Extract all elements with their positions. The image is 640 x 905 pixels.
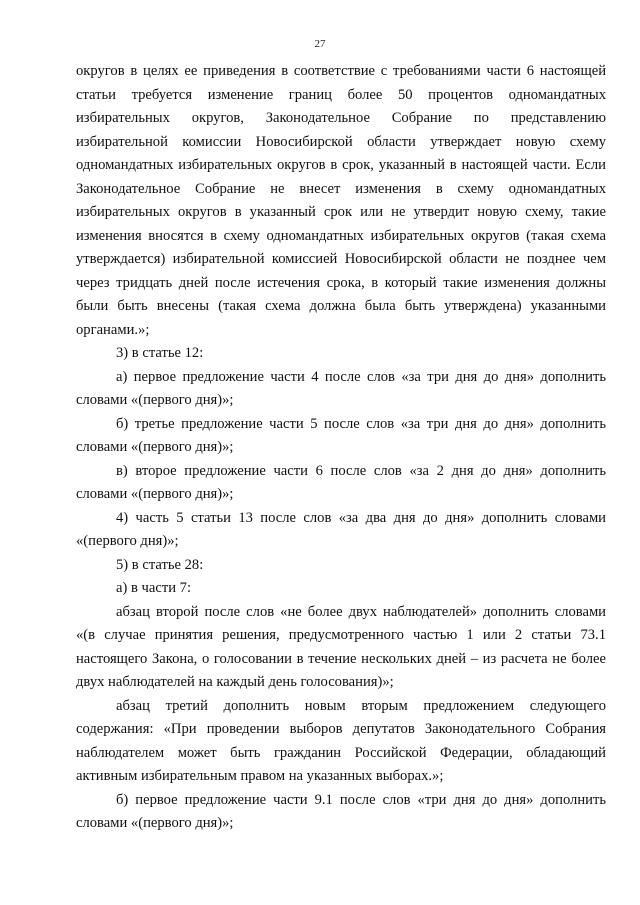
paragraph-item-4: 4) часть 5 статьи 13 после слов «за два дня до дня» дополнить словами «(первого дня)»;: [76, 509, 606, 549]
paragraph-continuation: округов в целях ее приведения в соответствие с требованиями части 6 настоящей статьи требуется изменение границ более 50 процентов одномандатных избирательных округов, Законодательное Собрание по представлению избирательной комиссии Новосибирской области утверждает новую схему одномандатных избирательных округов в срок, указанный в настоящей части. Если Законодательное Собрание не внесет изменения в схему одномандатных избирательных округов в указанный срок или не утвердит новую схему, такие изменения вносятся в схему одномандатных избирательных округов (такая схема утверждается) избирательной комиссией Новосибирской области не позднее чем через тридцать дней после истечения срока, в который такие изменения должны были быть внесены (такая схема должна была быть утверждена) указанными органами.»;: [76, 63, 606, 338]
page-number: 27: [314, 38, 326, 50]
paragraph-item-5: 5) в статье 28:: [116, 556, 204, 573]
paragraph-item-3: 3) в статье 12:: [116, 345, 204, 361]
paragraph-subitem-v: в) второе предложение части 6 после слов «за 2 дня до дня» дополнить словами «(первого дня)»;: [76, 462, 606, 502]
paragraph-abzac-second: абзац второй после слов «не более двух наблюдателей» дополнить словами «(в случае принятия решения, предусмотренного частью 1 или 2 статьи 73.1 настоящего Закона, о голосовании в течение нескольких дней – из расчета не более двух наблюдателей на каждый день голосования)»;: [76, 603, 606, 690]
paragraph-subitem-b: б) третье предложение части 5 после слов «за три дня до дня» дополнить словами «(первого дня)»;: [76, 415, 606, 455]
paragraph-item-5b: б) первое предложение части 9.1 после слов «три дня до дня» дополнить словами «(первого дня)»;: [76, 791, 606, 831]
paragraph-item-5a: а) в части 7:: [116, 580, 192, 596]
paragraph-subitem-a: а) первое предложение части 4 после слов «за три дня до дня» дополнить словами «(первого дня)»;: [76, 368, 606, 408]
paragraph-abzac-third: абзац третий дополнить новым вторым предложением следующего содержания: «При проведении выборов депутатов Законодательного Собрания наблюдателем может быть гражданин Российской Федерации, обладающий активным избирательным правом на указанных выборах.»;: [76, 697, 606, 784]
document-body: [76, 60, 606, 836]
